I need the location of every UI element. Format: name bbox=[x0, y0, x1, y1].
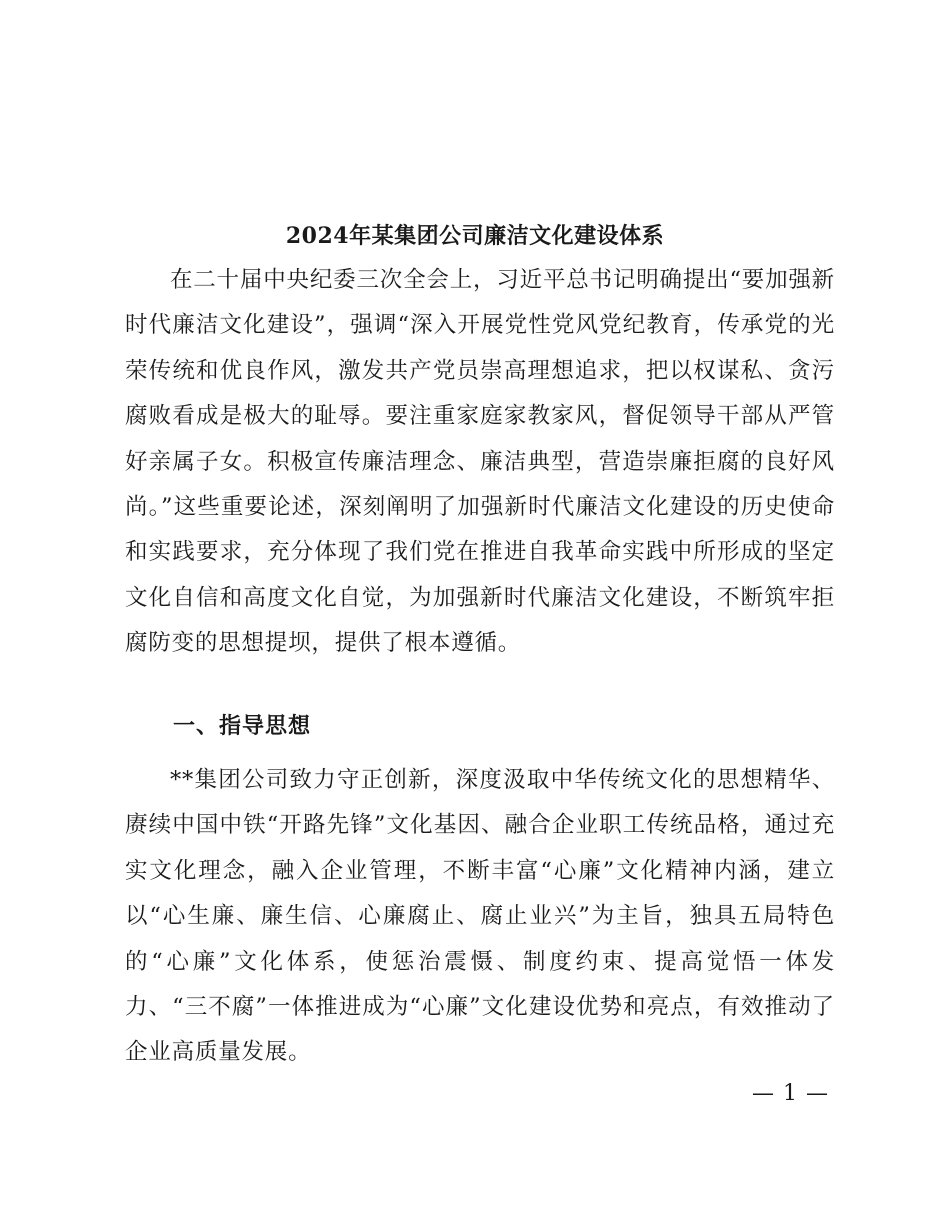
section-heading-guiding-ideology: 一、指导思想 bbox=[173, 714, 312, 739]
intro-paragraph: 在二十届中央纪委三次全会上，习近平总书记明确提出“要加强新时代廉洁文化建设”，强调“深入开展党性党风党纪教育，传承党的光荣传统和优良作风，激发共产党员崇高理想追求，把以权谋私、贪污腐败看成是极大的耻辱。要注重家庭家教家风，督促领导干部从严管好亲属子女。积极宣传廉洁理念、廉洁典型，营造崇廉拒腐的良好风尚。”这些重要论述，深刻阐明了加强新时代廉洁文化建设的历史使命和实践要求，充分体现了我们党在推进自我革命实践中所形成的坚定文化自信和高度文化自觉，为加强新时代廉洁文化建设，不断筑牢拒腐防变的思想提坝，提供了根本遵循。 bbox=[125, 267, 835, 657]
page-number: — 1 — bbox=[752, 1081, 829, 1106]
guiding-ideology-paragraph: **集团公司致力守正创新，深度汲取中华传统文化的思想精华、赓续中国中铁“开路先锋”文化基因、融合企业职工传统品格，通过充实文化理念，融入企业管理，不断丰富“心廉”文化精神内涵，建立以“心生廉、廉生信、心廉腐止、腐止业兴”为主旨，独具五局特色的“心廉”文化体系，使惩治震慑、制度约束、提高觉悟一体发力、“三不腐”一体推进成为“心廉”文化建设优势和亮点，有效推动了企业高质量发展。 bbox=[125, 767, 835, 1066]
document-title: 2024年某集团公司廉洁文化建设体系 bbox=[285, 223, 665, 249]
